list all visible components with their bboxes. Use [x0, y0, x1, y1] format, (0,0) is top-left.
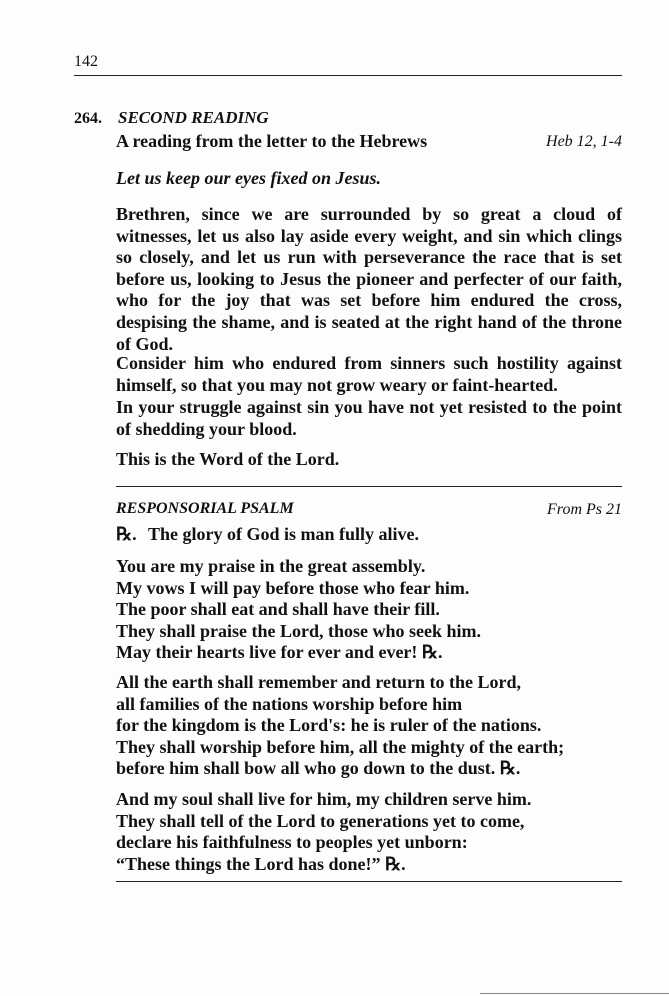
verse-line: “These things the Lord has done!” ℞.: [116, 853, 406, 874]
reading-paragraph-2: Consider him who endured from sinners such hostility against himself, so that you may not grow weary or faint-hearted.: [116, 353, 622, 395]
psalm-stanza-1: [116, 556, 481, 664]
reading-number: 264.: [74, 110, 102, 127]
verse-line: They shall tell of the Lord to generations yet to come,: [116, 810, 525, 831]
verse-line: declare his faithfulness to peoples yet unborn:: [116, 832, 468, 853]
reading-paragraph-3: In your struggle against sin you have not yet resisted to the point of shedding your blood.: [116, 397, 622, 439]
psalm-stanza-3: [116, 789, 531, 875]
page-bottom-edge: [480, 993, 669, 994]
verse-line: They shall worship before him, all the mighty of the earth;: [116, 736, 565, 757]
reading-closing: This is the Word of the Lord.: [116, 449, 340, 469]
page-number: 142: [74, 53, 98, 70]
verse-line: all families of the nations worship before him: [116, 693, 463, 714]
verse-line: May their hearts live for ever and ever! ℞.: [116, 642, 443, 663]
reading-summary: Let us keep our eyes fixed on Jesus.: [116, 168, 381, 188]
psalm-response: The glory of God is man fully alive.: [148, 524, 420, 544]
footer-divider: [116, 881, 622, 882]
response-symbol: ℞.: [116, 524, 137, 544]
verse-line: You are my praise in the great assembly.: [116, 556, 426, 576]
reading-heading: SECOND READING: [118, 108, 269, 127]
verse-line: They shall praise the Lord, those who seek him.: [116, 620, 482, 641]
verse-line: All the earth shall remember and return to the Lord,: [116, 672, 521, 692]
verse-line: for the kingdom is the Lord's: he is ruler of the nations.: [116, 715, 542, 736]
reading-title: A reading from the letter to the Hebrews: [116, 131, 428, 151]
verse-line: before him shall bow all who go down to the dust. ℞.: [116, 758, 521, 779]
verse-line: The poor shall eat and shall have their fill.: [116, 599, 440, 620]
verse-line: And my soul shall live for him, my children serve him.: [116, 789, 532, 809]
section-divider: [116, 486, 622, 487]
psalm-heading: RESPONSORIAL PSALM: [116, 500, 294, 517]
psalm-citation: From Ps 21: [547, 501, 622, 518]
verse-line: My vows I will pay before those who fear him.: [116, 577, 470, 598]
reading-paragraph-1: Brethren, since we are surrounded by so great a cloud of witnesses, let us also lay aside every weight, and sin which clings so closely, and let us run with perseverance the race that is set before us, looking to Jesus the pioneer and perfecter of our faith, who for the joy that was set before him endured the cross, despising the shame, and is seated at the right hand of the throne of God.: [116, 204, 622, 354]
reading-citation: Heb 12, 1-4: [546, 133, 622, 150]
header-rule: [74, 75, 622, 76]
psalm-stanza-2: [116, 672, 564, 780]
